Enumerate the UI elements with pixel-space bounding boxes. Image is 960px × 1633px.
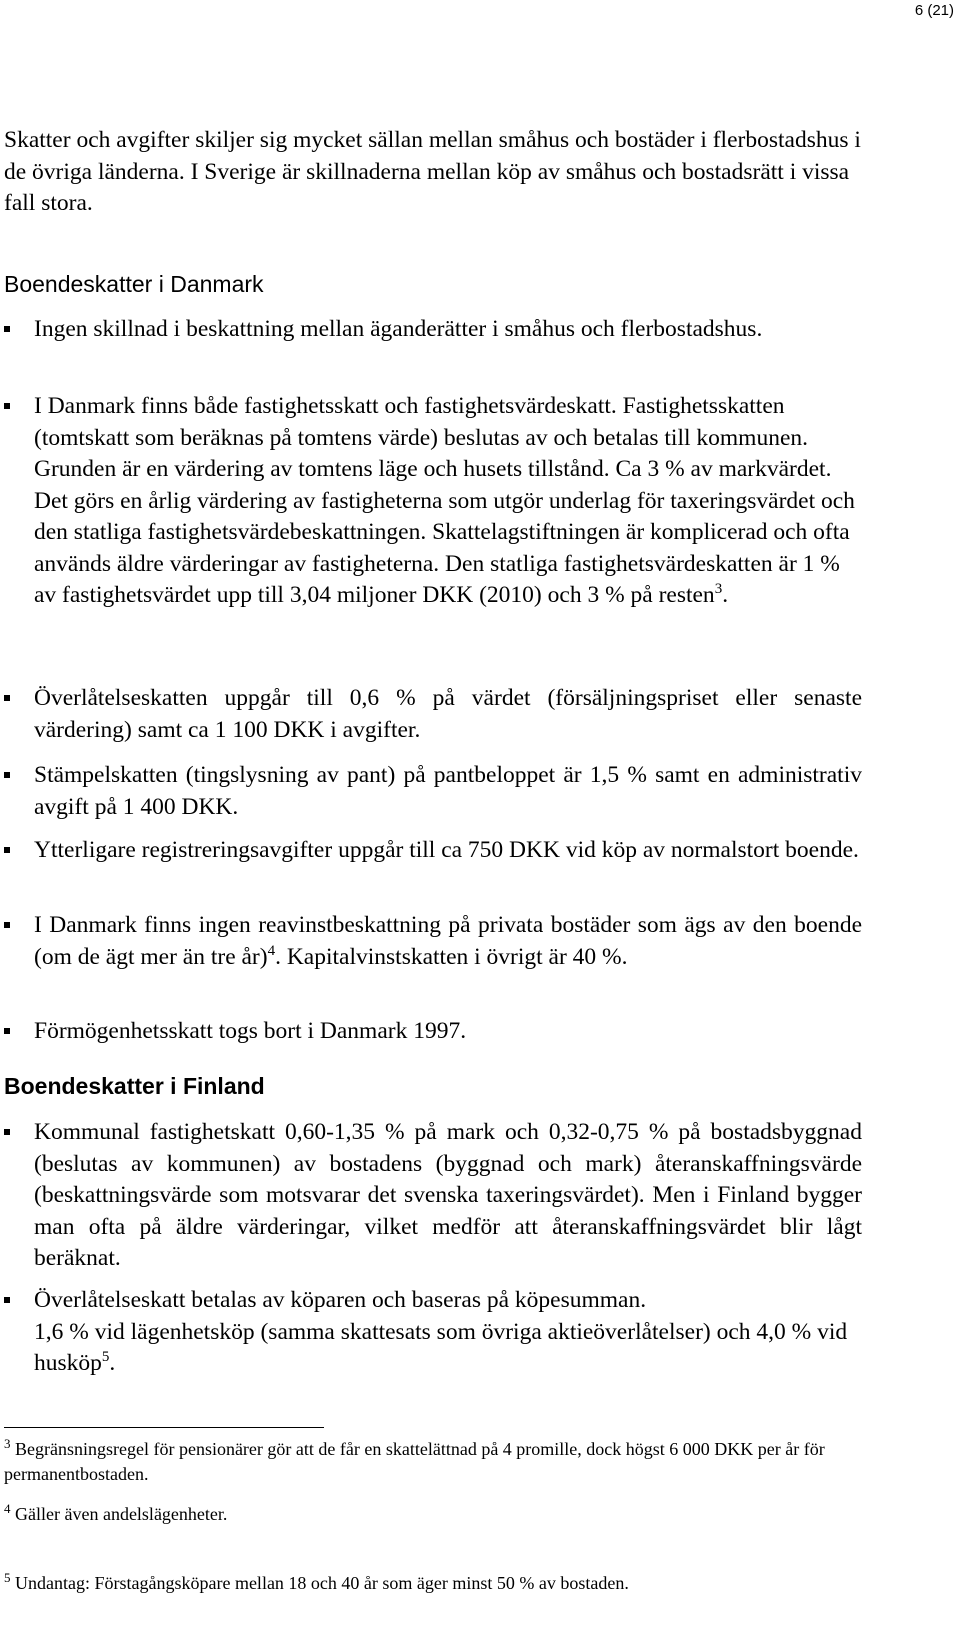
list-item-body: I Danmark finns både fastighetsskatt och fastighetsvärdeskatt. Fastighetsskatten (tomtskatt som beräknas på tomtens värde) beslutas av och betalas till kommunen. Grunden är en värdering av tomtens läge och husets tillstånd. Ca 3 % av markvärdet. Det görs en årlig värdering av fastigheterna som utgör underlag för taxeringsvärdet och den statliga fastighetsvärdebeskattningen. Skattelagstiftningen är komplicerad och ofta används äldre värderingar av fastigheterna. Den statliga fastighetsvärdeskatten är 1 % av fastighetsvärdet upp till 3,04 miljoner DKK (2010) och 3 % på resten xyxy=(34,393,855,608)
list-item-text: Överlåtelseskatten uppgår till 0,6 % på värdet (försäljningspriset eller senaste värdering) samt ca 1 100 DKK i avgifter. xyxy=(34,685,862,743)
page-number: 6 (21) xyxy=(914,2,954,19)
list-item-end: . Kapitalvinstskatten i övrigt är 40 %. xyxy=(275,943,628,970)
list-item xyxy=(4,760,862,823)
list-item-text: Kommunal fastighetskatt 0,60-1,35 % på mark och 0,32-0,75 % på bostadsbyggnad (beslutas av kommunen) av bostadens (byggnad och mark) återanskaffningsvärde (beskattningsvärde som motsvarar det svenska taxeringsvärdet). Men i Finland bygger man ofta på äldre värderingar, vilket medför att återanskaffningsvärdet blir lågt beräknat. xyxy=(34,1119,862,1271)
list-item-text: Stämpelskatten (tingslysning av pant) på pantbeloppet är 1,5 % samt en administrativ avgift på 1 400 DKK. xyxy=(34,762,862,820)
list-item-end: . xyxy=(722,582,729,608)
list-item-line: Överlåtelseskatt betalas av köparen och baseras på köpesumman. xyxy=(34,1287,647,1313)
bullet-marker-icon xyxy=(4,847,10,853)
list-item xyxy=(4,910,862,973)
heading-finland: Boendeskatter i Finland xyxy=(4,1073,265,1099)
list-item-end: . xyxy=(109,1350,116,1376)
bullet-marker-icon xyxy=(4,1297,10,1303)
footnote-number: 4 xyxy=(4,1501,11,1516)
bullet-marker-icon xyxy=(4,772,10,778)
bullet-marker-icon xyxy=(4,922,10,928)
bullet-marker-icon xyxy=(4,1129,10,1135)
footnote-ref: 3 xyxy=(714,581,723,597)
list-item-text: Förmögenhetsskatt togs bort i Danmark 1997. xyxy=(34,1018,467,1044)
bullet-marker-icon xyxy=(4,695,10,701)
list-item-line xyxy=(34,1317,862,1380)
bullet-marker-icon xyxy=(4,326,10,332)
list-item-body: 1,6 % vid lägenhetsköp (samma skattesats som övriga aktieöverlåtelser) och 4,0 % vid husköp xyxy=(34,1318,848,1376)
footnote xyxy=(4,1502,864,1527)
list-item xyxy=(4,1016,862,1048)
list-item-text: Ytterligare registreringsavgifter uppgår till ca 750 DKK vid köp av normalstort boende. xyxy=(34,837,859,863)
footnote-text: Begränsningsregel för pensionärer gör att de får en skattelättnad på 4 promille, dock högst 6 000 DKK per år för permanentbostaden. xyxy=(4,1439,825,1484)
footnote-text: Undantag: Förstagångsköpare mellan 18 och 40 år som äger minst 50 % av bostaden. xyxy=(15,1573,629,1593)
list-item-text: Ingen skillnad i beskattning mellan äganderätter i småhus och flerbostadshus. xyxy=(34,316,763,342)
list-item xyxy=(4,683,862,746)
footnote-number: 3 xyxy=(4,1436,11,1451)
list-item xyxy=(4,1117,862,1275)
list-item xyxy=(4,391,862,612)
list-item-body: I Danmark finns ingen reavinstbeskattning på privata bostäder som ägs av den boende (om de ägt mer än tre år) xyxy=(34,912,862,970)
list-item xyxy=(4,835,862,867)
intro-paragraph: Skatter och avgifter skiljer sig mycket sällan mellan småhus och bostäder i flerbostadshus i de övriga länderna. I Sverige är skillnaderna mellan köp av småhus och bostadsrätt i vissa fall stora. xyxy=(4,127,861,216)
footnote-text: Gäller även andelslägenheter. xyxy=(15,1504,228,1524)
footnote-ref: 5 xyxy=(101,1349,110,1365)
footnote-ref: 4 xyxy=(267,942,276,959)
list-item xyxy=(4,314,862,346)
bullet-marker-icon xyxy=(4,1028,10,1034)
list-item-text xyxy=(34,391,862,612)
heading-denmark: Boendeskatter i Danmark xyxy=(4,271,264,297)
footnote xyxy=(4,1437,864,1487)
footnote xyxy=(4,1571,864,1596)
list-item-text xyxy=(34,1285,862,1380)
list-item xyxy=(4,1285,862,1380)
bullet-marker-icon xyxy=(4,403,10,409)
footnote-divider xyxy=(4,1427,324,1428)
list-item-text xyxy=(34,910,862,973)
footnote-number: 5 xyxy=(4,1570,11,1585)
